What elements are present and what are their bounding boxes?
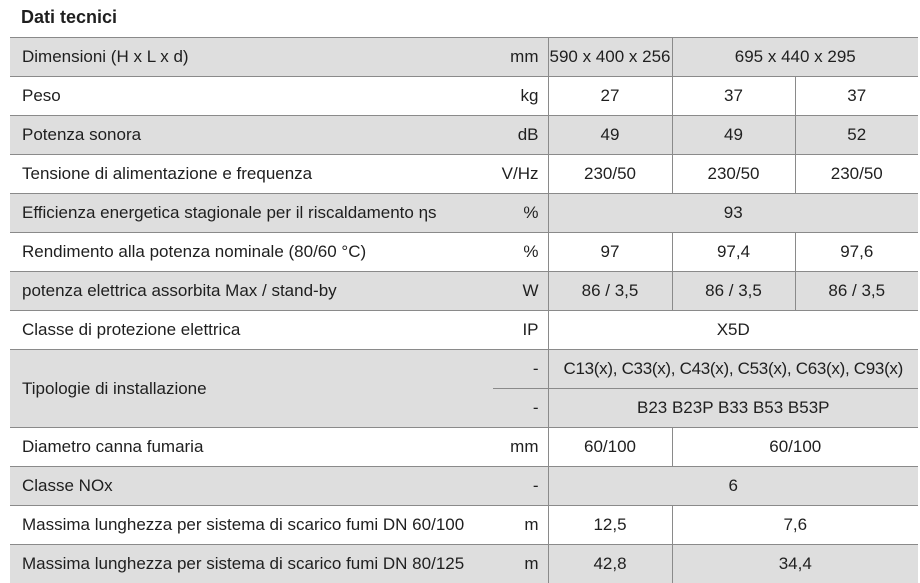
value-cell: 86 / 3,5 — [795, 272, 918, 311]
row-unit: - — [493, 467, 548, 506]
row-unit: m — [493, 506, 548, 545]
row-unit: % — [493, 194, 548, 233]
table-row-potenza-elettrica — [10, 272, 918, 311]
value-cell: 27 — [548, 77, 672, 116]
value-cell: X5D — [548, 311, 918, 350]
technical-data-table — [10, 37, 918, 583]
value-cell: C13(x), C33(x), C43(x), C53(x), C63(x), C93(x) — [548, 350, 918, 389]
value-cell: 230/50 — [795, 155, 918, 194]
value-cell: 97,6 — [795, 233, 918, 272]
table-row-lunghezza-60-100 — [10, 506, 918, 545]
row-unit: mm — [493, 428, 548, 467]
row-unit: mm — [493, 38, 548, 77]
row-label: Efficienza energetica stagionale per il riscaldamento ηs — [10, 194, 493, 233]
section-title: Dati tecnici — [21, 7, 117, 28]
value-cell: 34,4 — [672, 545, 918, 583]
value-cell: 93 — [548, 194, 918, 233]
table-row-rendimento — [10, 233, 918, 272]
row-unit: - — [493, 389, 548, 428]
value-cell: 590 x 400 x 256 — [548, 38, 672, 77]
row-unit: W — [493, 272, 548, 311]
value-cell: 60/100 — [672, 428, 918, 467]
row-label: Tipologie di installazione — [10, 350, 493, 428]
value-cell: 60/100 — [548, 428, 672, 467]
row-label: Potenza sonora — [10, 116, 493, 155]
row-unit: dB — [493, 116, 548, 155]
row-label: Classe NOx — [10, 467, 493, 506]
table-row-diametro — [10, 428, 918, 467]
value-cell: 49 — [672, 116, 795, 155]
row-label: Massima lunghezza per sistema di scarico fumi DN 80/125 — [10, 545, 493, 583]
table-row-efficienza — [10, 194, 918, 233]
value-cell: 695 x 440 x 295 — [672, 38, 918, 77]
table-row-lunghezza-80-125 — [10, 545, 918, 583]
row-unit: % — [493, 233, 548, 272]
row-unit: m — [493, 545, 548, 583]
value-cell: 52 — [795, 116, 918, 155]
value-cell: 42,8 — [548, 545, 672, 583]
value-cell: 86 / 3,5 — [548, 272, 672, 311]
table-row-classe-nox — [10, 467, 918, 506]
value-cell: B23 B23P B33 B53 B53P — [548, 389, 918, 428]
value-cell: 49 — [548, 116, 672, 155]
row-label: Massima lunghezza per sistema di scarico fumi DN 60/100 — [10, 506, 493, 545]
table-row-dimensioni — [10, 38, 918, 77]
row-unit: - — [493, 350, 548, 389]
row-label: Diametro canna fumaria — [10, 428, 493, 467]
value-cell: 7,6 — [672, 506, 918, 545]
table-row-peso — [10, 77, 918, 116]
value-cell: 6 — [548, 467, 918, 506]
row-label: Dimensioni (H x L x d) — [10, 38, 493, 77]
row-label: potenza elettrica assorbita Max / stand-by — [10, 272, 493, 311]
table-row-tipologie-a — [10, 350, 918, 389]
row-unit: kg — [493, 77, 548, 116]
row-unit: IP — [493, 311, 548, 350]
row-unit: V/Hz — [493, 155, 548, 194]
row-label: Peso — [10, 77, 493, 116]
table-row-potenza-sonora — [10, 116, 918, 155]
value-cell: 97 — [548, 233, 672, 272]
value-cell: 86 / 3,5 — [672, 272, 795, 311]
table-row-tensione — [10, 155, 918, 194]
value-cell: 230/50 — [548, 155, 672, 194]
value-cell: 37 — [795, 77, 918, 116]
value-cell: 97,4 — [672, 233, 795, 272]
row-label: Classe di protezione elettrica — [10, 311, 493, 350]
value-cell: 12,5 — [548, 506, 672, 545]
value-cell: 37 — [672, 77, 795, 116]
row-label: Tensione di alimentazione e frequenza — [10, 155, 493, 194]
value-cell: 230/50 — [672, 155, 795, 194]
row-label: Rendimento alla potenza nominale (80/60 °C) — [10, 233, 493, 272]
table-row-classe-protezione — [10, 311, 918, 350]
